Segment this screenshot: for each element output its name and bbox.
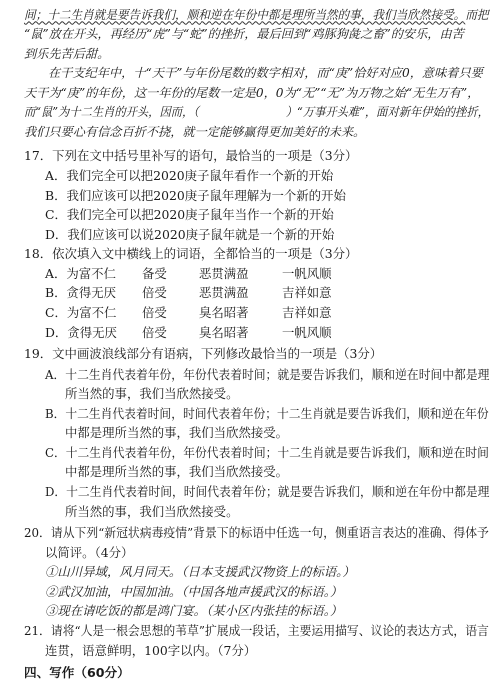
- passage-line-3: 到乐先苦后甜。: [24, 46, 110, 61]
- exam-page: 间；十二生肖就是要告诉我们，顺和逆在年份中都是理所当然的事，我们当欣然接受。而把 “鼠”放在开头，再经历“虎”与“蛇”的挫折，最后回到“鸡豚狗彘之畜”的安乐，由苦 到乐先苦后甜。 在干支纪年中，十“天干”与年份尾数的数字相对，而“庚”恰好对应0，意味着只要 天干为“庚”的年份，这一年份的尾数一定是0，0为“无”“无”为万物之始“无生万有”， 而“鼠”为十二生肖的开头，因而，（ ）“万事开头难”，面对新年伊始的挫折， 我们只要心有信念百折不挠，就一定能够赢得更加美好的未来。 17．下列在文中括号里补写的语句，最恰当的一项是（3分） A．我们完全可以把2020庚子鼠年看作一个新的开始 B．我们应该可以把2020庚子鼠年理解为一个新的开始 C．我们完全可以把2020庚子鼠年当作一个新的开始 D．我们应该可以说2020庚子鼠年就是一个新的开始 18．依次填入文中横线上的词语，全都恰当的一项是（3分） A．为富不仁 备受 恶贯满盈 一帆风顺 B．贪得无厌 倍受 恶贯满盈 吉祥如意 C．为富不仁 倍受 臭名昭著 吉祥如意 D．贪得无厌 倍受 臭名昭著 一帆风顺 19．文中画波浪线部分有语病，下列修改最恰当的一项是（3分） A．十二生肖代表着年份，年份代表着时间；就是要告诉我们，顺和逆在时间中都是理 所当然的事，我们当欣然接受。 B．十二生肖代表着时间，时间代表着年份；十二生肖就是要告诉我们，顺和逆在年份 中都是理所当然的事，我们当欣然接受。 C．十二生肖代表着年份，年份代表着时间；十二生肖就是要告诉我们，顺和逆在时间 中都是理所当然的事，我们当欣然接受。 D．十二生肖代表着时间，时间代表着年份；就是要告诉我们，顺和逆在年份中都是理 所当然的事，我们当欣然接受。 20．请从下列“新冠状病毒疫情”背景下的标语中任选一句，侧重语言表达的准确、得体予 以简评。（4分） ①山川异域，风月同天。（日本支援武汉物资上的标语。） ②武汉加油，中国加油。（中国各地声援武汉的标语。） ③现在请吃饭的都是鸿门宴。（某小区内张挂的标语。） 21．请将“人是一根会思想的苇草”扩展成一段话，主要运用描写、议论的表达方式，语言 连贯，语意鲜明，100字以内。（7分） 四、写作（60分）: [24, 7, 490, 680]
- question-20-stem: 20．请从下列“新冠状病毒疫情”背景下的标语中任选一句，侧重语言表达的准确、得体予: [24, 525, 489, 541]
- q17-option-c: C．我们完全可以把2020庚子鼠年当作一个新的开始: [45, 207, 334, 223]
- q19-option-c: C．十二生肖代表着年份，年份代表着时间；十二生肖就是要告诉我们，顺和逆在时间: [45, 444, 489, 460]
- q17-option-d: D．我们应该可以说2020庚子鼠年就是一个新的开始: [45, 226, 335, 242]
- q19-option-c-cont: 中都是理所当然的事，我们当欣然接受。: [65, 464, 289, 480]
- q17-option-b: B．我们应该可以把2020庚子鼠年理解为一个新的开始: [45, 187, 346, 203]
- q20-slogan-1: ①山川异域，风月同天。（日本支援武汉物资上的标语。）: [45, 564, 355, 580]
- passage-p2-line-2: 天干为“庚”的年份，这一年份的尾数一定是0，0为“无”“无”为万物之始“无生万有”，: [24, 85, 480, 100]
- passage-line-2: “鼠”放在开头，再经历“虎”与“蛇”的挫折，最后回到“鸡豚狗彘之畜”的安乐，由苦: [24, 27, 464, 42]
- question-18-stem: 18．依次填入文中横线上的词语，全都恰当的一项是（3分）: [24, 246, 358, 262]
- question-21-stem-cont: 连贯，语意鲜明，100字以内。（7分）: [45, 642, 257, 658]
- q20-slogan-2: ②武汉加油，中国加油。（中国各地声援武汉的标语。）: [45, 583, 343, 599]
- passage-p2-line-1: 在干支纪年中，十“天干”与年份尾数的数字相对，而“庚”恰好对应0，意味着只要: [48, 66, 483, 81]
- passage-line-1: 间；十二生肖就是要告诉我们，顺和逆在年份中都是理所当然的事，我们当欣然接受。而把: [24, 7, 489, 22]
- passage-p2-line-3: 而“鼠”为十二生肖的开头，因而，（ ）“万事开头难”，面对新年伊始的挫折，: [24, 105, 489, 120]
- q19-option-a: A．十二生肖代表着年份，年份代表着时间；就是要告诉我们，顺和逆在时间中都是理: [45, 366, 490, 382]
- q19-option-d: D．十二生肖代表着时间，时间代表着年份；就是要告诉我们，顺和逆在年份中都是理: [45, 484, 490, 500]
- wavy-underlined-sentence: 间；十二生肖就是要告诉我们，顺和逆在年份中都是理所当然的事，我们当欣然接受。: [24, 7, 466, 22]
- q17-option-a: A．我们完全可以把2020庚子鼠年看作一个新的开始: [45, 167, 334, 183]
- question-17-stem: 17．下列在文中括号里补写的语句，最恰当的一项是（3分）: [24, 148, 358, 164]
- question-21-stem: 21．请将“人是一根会思想的苇草”扩展成一段话，主要运用描写、议论的表达方式，语言: [24, 623, 489, 639]
- passage-p2-line-4: 我们只要心有信念百折不挠，就一定能够赢得更加美好的未来。: [24, 125, 366, 140]
- q19-option-a-cont: 所当然的事，我们当欣然接受。: [65, 386, 239, 402]
- q19-option-b-cont: 中都是理所当然的事，我们当欣然接受。: [65, 425, 289, 441]
- q19-option-b: B．十二生肖代表着时间，时间代表着年份；十二生肖就是要告诉我们，顺和逆在年份: [45, 405, 489, 421]
- q20-slogan-3: ③现在请吃饭的都是鸿门宴。（某小区内张挂的标语。）: [45, 603, 343, 619]
- question-20-stem-cont: 以简评。（4分）: [45, 544, 134, 560]
- section-heading: 四、写作（60分）: [24, 665, 130, 680]
- q19-option-d-cont: 所当然的事，我们当欣然接受。: [65, 503, 239, 519]
- question-19-stem: 19．文中画波浪线部分有语病，下列修改最恰当的一项是（3分）: [24, 346, 383, 362]
